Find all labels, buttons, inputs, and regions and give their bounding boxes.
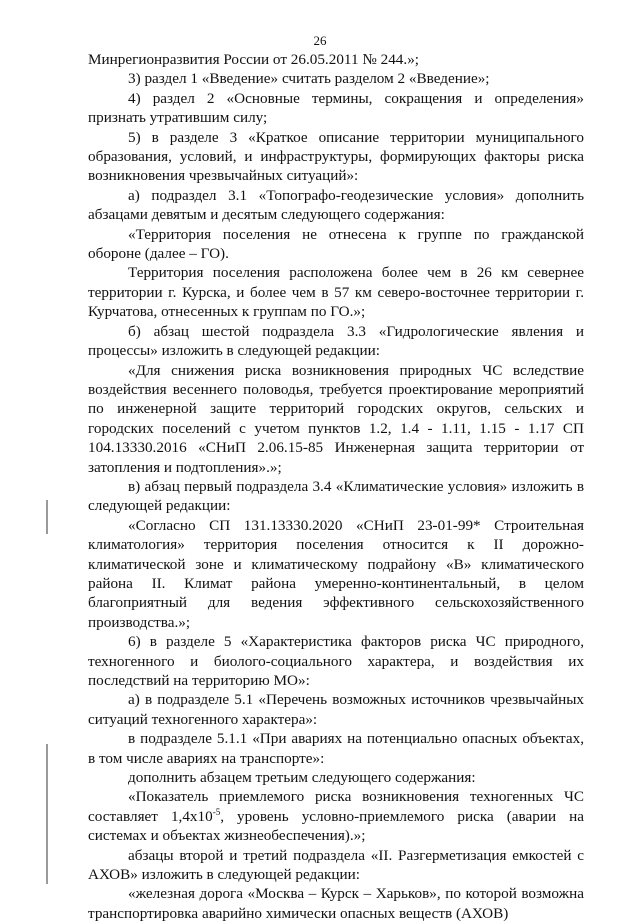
paragraph-7: Территория поселения расположена более чем в 26 км севернее территории г. Курска, и более чем в 57 км северо-восточнее территории г. Курчатова, отнесенных к группам по ГО.»; — [88, 264, 584, 321]
page-number: 26 — [313, 33, 327, 48]
scan-edge-mark — [46, 744, 48, 884]
scan-edge-mark — [46, 500, 48, 534]
paragraph-4: 5) в разделе 3 «Краткое описание территории муниципального образования, условий, и инфраструктуры, формирующих факторы риска возникновения чрезвычайных ситуаций»: — [88, 128, 584, 185]
paragraph-1: Минрегионразвития России от 26.05.2011 № 244.»; — [88, 51, 420, 68]
paragraph-16 — [88, 787, 584, 845]
paragraph-11: «Согласно СП 131.13330.2020 «СНиП 23-01-99* Строительная климатология» территория поселения относится к II дорожно-климатической зоне и климатическому подрайону «В» климатического района II. Климат района умеренно-континентальный, в целом благоприятный для ведения эффективного сельскохозяйственного производства.»; — [88, 516, 584, 631]
paragraph-5: а) подраздел 3.1 «Топографо-геодезические условия» дополнить абзацами девятым и десятым следующего содержания: — [88, 186, 584, 224]
paragraph-13: а) в подразделе 5.1 «Перечень возможных источников чрезвычайных ситуаций техногенного характера»: — [88, 691, 584, 728]
paragraph-16-text-before: «Показатель приемлемого риска возникновения техногенных ЧС составляет 1,4x10 — [88, 788, 584, 825]
paragraph-10: в) абзац первый подраздела 3.4 «Климатические условия» изложить в следующей редакции: — [88, 477, 584, 515]
paragraph-2: 3) раздел 1 «Введение» считать разделом 2 «Введение»; — [128, 70, 490, 88]
document-body — [88, 50, 584, 923]
paragraph-18: «железная дорога «Москва – Курск – Харьков», по которой возможна транспортировка аварийно химически опасных веществ (АХОВ) — [88, 885, 584, 922]
paragraph-8: б) абзац шестой подраздела 3.3 «Гидрологические явления и процессы» изложить в следующей редакции: — [88, 322, 584, 360]
paragraph-6: «Территория поселения не отнесена к группе по гражданской обороне (далее – ГО). — [88, 225, 584, 263]
paragraph-16-text-after: , уровень условно-приемлемого риска (аварии на системах и объектах жизнеобеспечения).»; — [88, 807, 584, 845]
paragraph-12: 6) в разделе 5 «Характеристика факторов риска ЧС природного, техногенного и биолого-социального характера, и воздействия их последствий на территорию МО»: — [88, 633, 584, 689]
paragraph-3: 4) раздел 2 «Основные термины, сокращения и определения» признать утратившим силу; — [88, 89, 584, 127]
paragraph-15: дополнить абзацем третьим следующего содержания: — [128, 769, 476, 787]
exponent: -5 — [212, 806, 221, 817]
paragraph-14: в подразделе 5.1.1 «При авариях на потенциально опасных объектах, в том числе авариях на транспорте»: — [88, 730, 584, 767]
paragraph-17: абзацы второй и третий подраздела «II. Разгерметизация емкостей с АХОВ» изложить в следующей редакции: — [88, 846, 584, 884]
paragraph-9: «Для снижения риска возникновения природных ЧС вследствие воздействия весеннего половодья, требуется проектирование мероприятий по инженерной защите территорий городских округов, сельских и городских поселений с учетом пунктов 1.2, 1.4 - 1.11, 1.15 - 1.17 СП 104.13330.2016 «СНиП 2.06.15-85 Инженерная защита территории от затопления и подтопления».»; — [88, 361, 584, 476]
